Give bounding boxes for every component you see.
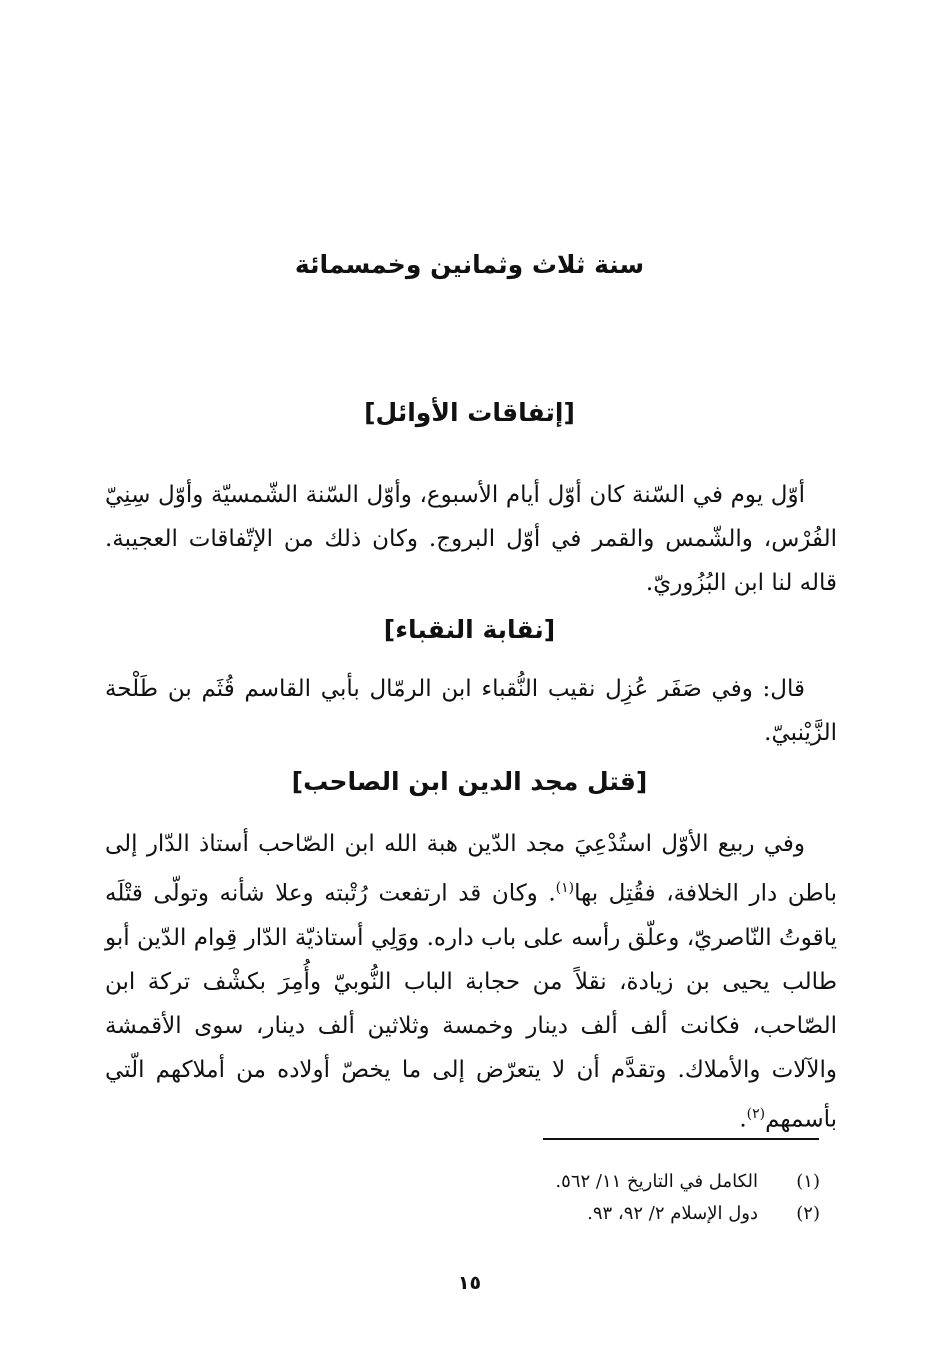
paragraph-naqib-text: قال: وفي صَفَر عُزِل نقيب النُّقباء ابن الرمّال بأبي القاسم قُثَم بن طَلْحة الزَّيْنبيّ. bbox=[105, 676, 837, 746]
paragraph-killing-text-1: وفي ربيع الأوّل استُدْعِيَ مجد الدّين هبة الله ابن الصّاحب أستاذ الدّار إلى باطن دار الخلافة، فقُتِل بها bbox=[105, 831, 837, 907]
paragraph-firsts bbox=[105, 473, 837, 605]
paragraph-firsts-text: أوّل يوم في السّنة كان أوّل أيام الأسبوع، وأوّل السّنة الشّمسيّة وأوّل سِنِيّ الفُرْس، والشّمس والقمر في أوّل البروج. وكان ذلك من الإتّفاقات العجيبة. قاله لنا ابن البُزُوريّ. bbox=[105, 482, 837, 596]
section-heading-naqib: [نقابة النقباء] bbox=[383, 615, 556, 644]
paragraph-killing-text-3: . bbox=[739, 1106, 747, 1133]
footnotes bbox=[380, 1166, 820, 1230]
footnote-ref-1[interactable]: (١) bbox=[555, 880, 575, 896]
year-title: سنة ثلاث وثمانين وخمسمائة bbox=[294, 250, 645, 279]
paragraph-killing-text-2: . وكان قد ارتفعت رُتْبته وعلا شأنه وتولّى قتْلَه ياقوتُ النّاصريّ، وعلّق رأسه على باب داره. ووَلِي أستاذيّة الدّار قِوام الدّين أبو طالب يحيى بن زيادة، نقلاً من حجابة الباب النُّوبيّ وأُمِرَ بكشْف تركة ابن الصّاحب، فكانت ألف ألف دينار وخمسة وثلاثين ألف دينار، سوى الأقمشة والآلات والأملاك. وتقدَّم أن لا يتعرّض إلى ما يخصّ أولاده من أملاكهم الّتي بأسمهم bbox=[105, 880, 837, 1133]
section-heading-killing: [قتل مجد الدين ابن الصاحب] bbox=[291, 767, 648, 796]
footnote-divider bbox=[543, 1138, 819, 1140]
footnote-2 bbox=[380, 1198, 820, 1230]
page-number: ١٥ bbox=[457, 1272, 482, 1294]
section-heading-firsts: [إتفاقات الأوائل] bbox=[364, 398, 575, 427]
footnote-number: (١) bbox=[796, 1171, 820, 1192]
paragraph-naqib bbox=[105, 667, 837, 755]
footnote-text: الكامل في التاريخ ١١/ ٥٦٢. bbox=[555, 1171, 758, 1192]
footnote-text: دول الإسلام ٢/ ٩٢، ٩٣. bbox=[587, 1203, 758, 1224]
footnote-ref-2[interactable]: (٢) bbox=[746, 1105, 766, 1122]
footnote-number: (٢) bbox=[796, 1203, 820, 1224]
footnote-1 bbox=[380, 1166, 820, 1198]
paragraph-killing bbox=[105, 822, 837, 1141]
